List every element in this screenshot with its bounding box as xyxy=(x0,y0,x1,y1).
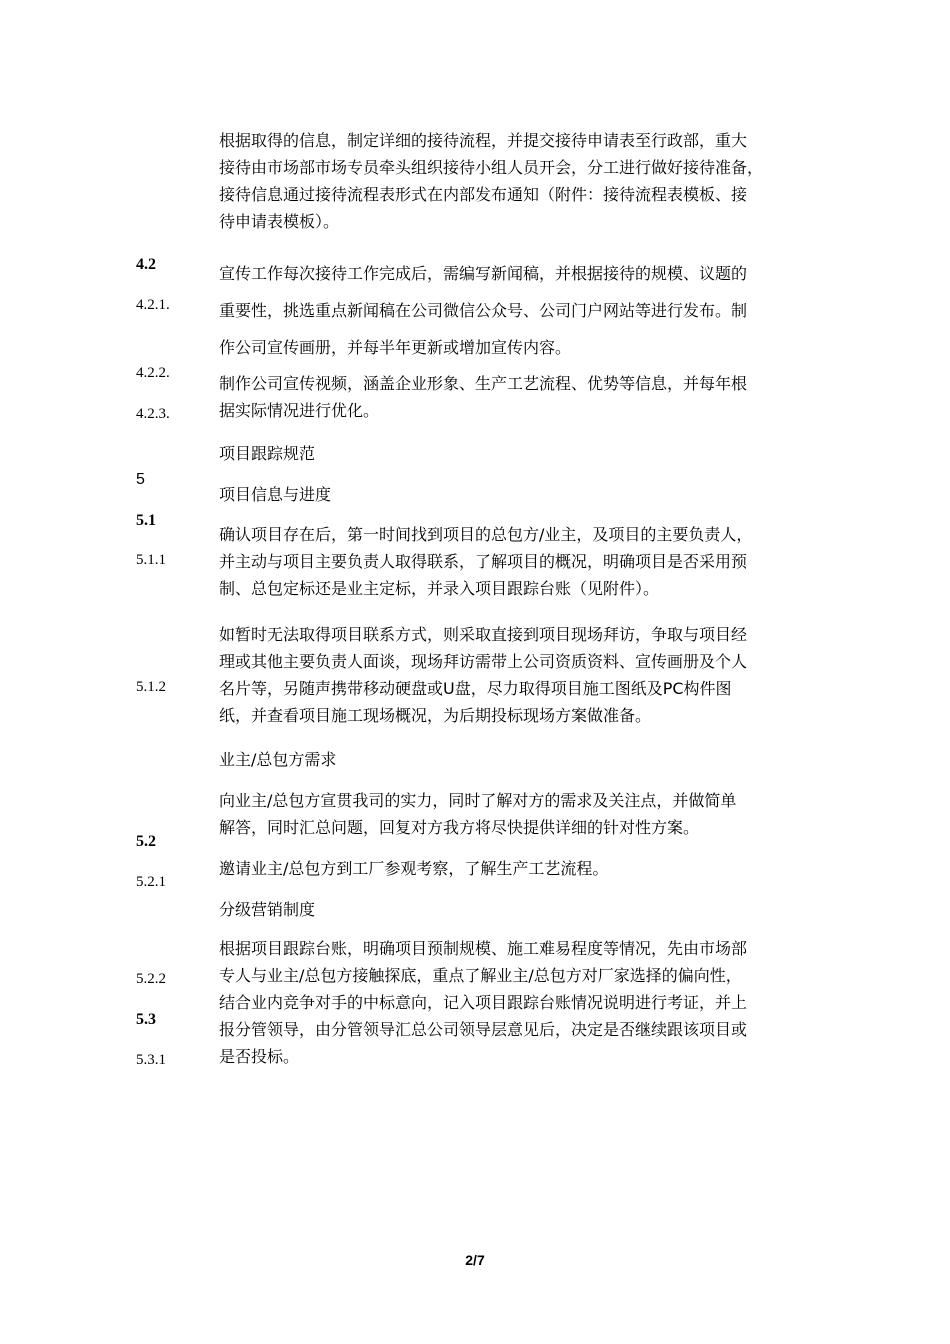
section-number-4-2: 4.2 xyxy=(136,256,156,273)
paragraph-site-visit xyxy=(219,621,819,729)
text-line: 接待由市场部市场专员牵头组织接待小组人员开会，分工进行做好接待准备， xyxy=(219,158,764,177)
paragraph-promote-strength xyxy=(219,787,819,841)
text-line: 解答，同时汇总问题，回复对方我方将尽快提供详细的针对性方案。 xyxy=(219,818,700,837)
text-line: 专人与业主/总包方接触探底，重点了解业主/总包方对厂家选择的偏向性， xyxy=(219,966,742,985)
heading-owner-needs xyxy=(219,746,819,773)
text-line: 作公司宣传画册，并每半年更新或增加宣传内容。 xyxy=(219,338,572,357)
text-line: 名片等，另随声携带移动硬盘或U盘，尽力取得项目施工图纸及PC构件图 xyxy=(219,679,732,698)
paragraph-factory-visit xyxy=(219,855,819,882)
section-number-4-2-1: 4.2.1. xyxy=(136,297,170,313)
section-number-5-2: 5.2 xyxy=(136,833,156,850)
text-line: 邀请业主/总包方到工厂参观考察，了解生产工艺流程。 xyxy=(219,859,609,878)
section-number-5: 5 xyxy=(136,471,145,488)
text-line: 待申请表模板）。 xyxy=(219,212,340,231)
section-number-5-2-1: 5.2.1 xyxy=(136,874,166,890)
text-line: 如暂时无法取得项目联系方式，则采取直接到项目现场拜访，争取与项目经 xyxy=(219,625,748,644)
text-line: 确认项目存在后，第一时间找到项目的总包方/业主，及项目的主要负责人， xyxy=(219,525,753,544)
text-line: 向业主/总包方宣贯我司的实力，同时了解对方的需求及关注点，并做简单 xyxy=(219,791,737,810)
text-line: 纸，并查看项目施工现场概况，为后期投标现场方案做准备。 xyxy=(219,706,652,725)
text-line: 是否投标。 xyxy=(219,1047,300,1066)
text-line: 制作公司宣传视频，涵盖企业形象、生产工艺流程、优势等信息，并每年根 xyxy=(219,374,748,393)
heading-text: 业主/总包方需求 xyxy=(219,750,337,769)
text-line: 接待信息通过接待流程表形式在内部发布通知（附件：接待流程表模板、接 xyxy=(219,185,748,204)
text-line: 制、总包定标还是业主定标，并录入项目跟踪台账（见附件）。 xyxy=(219,579,660,598)
page-number: 2/7 xyxy=(465,1252,485,1268)
text-line: 并主动与项目主要负责人取得联系，了解项目的概况，明确项目是否采用预 xyxy=(219,552,748,571)
heading-text: 项目跟踪规范 xyxy=(219,444,316,463)
heading-tiered-marketing xyxy=(219,896,819,923)
text-line: 据实际情况进行优化。 xyxy=(219,401,380,420)
paragraph-publicity xyxy=(219,255,819,366)
text-line: 根据项目跟踪台账，明确项目预制规模、施工难易程度等情况，先由市场部 xyxy=(219,939,748,958)
text-line: 重要性，挑选重点新闻稿在公司微信公众号、公司门户网站等进行发布。制 xyxy=(219,301,748,320)
section-number-4-2-2: 4.2.2. xyxy=(136,365,170,381)
paragraph-promo-video xyxy=(219,370,819,424)
paragraph-confirm-project xyxy=(219,521,819,602)
text-line: 根据取得的信息，制定详细的接待流程，并提交接待申请表至行政部，重大 xyxy=(219,131,748,150)
section-number-5-1: 5.1 xyxy=(136,512,156,529)
section-number-5-1-2: 5.1.2 xyxy=(136,679,166,695)
paragraph-reception-process xyxy=(219,127,819,235)
text-line: 宣传工作每次接待工作完成后，需编写新闻稿，并根据接待的规模、议题的 xyxy=(219,264,748,283)
section-number-5-3-1: 5.3.1 xyxy=(136,1052,166,1068)
section-number-5-1-1: 5.1.1 xyxy=(136,552,166,568)
paragraph-tracking-ledger xyxy=(219,935,819,1070)
section-number-4-2-3: 4.2.3. xyxy=(136,406,170,422)
heading-project-info xyxy=(219,481,819,508)
section-number-5-2-2: 5.2.2 xyxy=(136,971,166,987)
section-number-5-3: 5.3 xyxy=(136,1011,156,1028)
heading-text: 分级营销制度 xyxy=(219,900,316,919)
text-line: 结合业内竞争对手的中标意向，记入项目跟踪台账情况说明进行考证，并上 xyxy=(219,993,748,1012)
text-line: 报分管领导，由分管领导汇总公司领导层意见后，决定是否继续跟该项目或 xyxy=(219,1020,748,1039)
heading-text: 项目信息与进度 xyxy=(219,485,332,504)
heading-project-tracking xyxy=(219,440,819,467)
text-line: 理或其他主要负责人面谈，现场拜访需带上公司资质资料、宣传画册及个人 xyxy=(219,652,748,671)
